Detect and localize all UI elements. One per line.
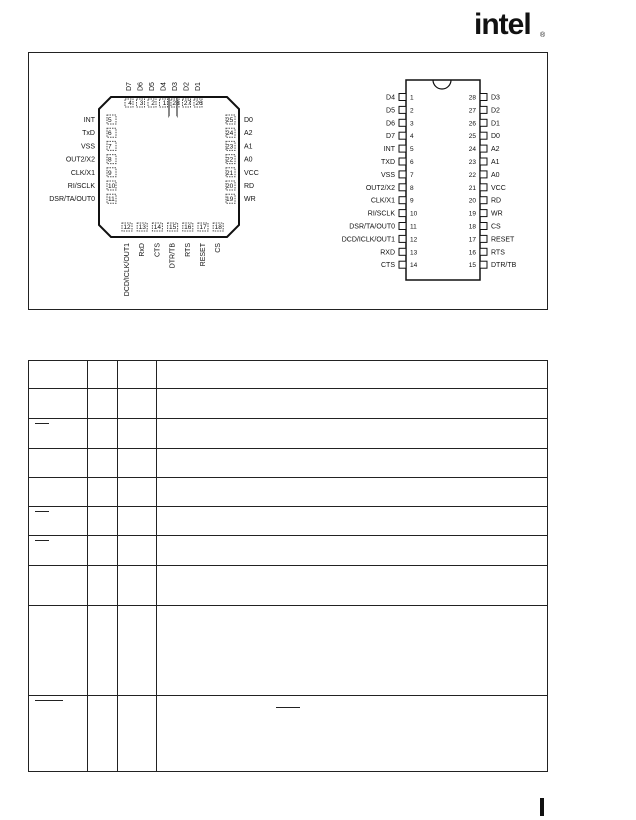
plcc-package bbox=[49, 82, 259, 296]
plcc-pin-number: 25 bbox=[226, 117, 234, 124]
plcc-pin-label: RxD bbox=[139, 243, 147, 257]
plcc-pin-label: A0 bbox=[244, 156, 253, 164]
plcc-pin-label: CTS bbox=[154, 243, 162, 257]
plcc-pin-number: 9 bbox=[108, 169, 112, 177]
pinout-figure bbox=[28, 52, 548, 310]
dip-pin bbox=[480, 235, 487, 242]
dip-pin bbox=[399, 132, 406, 139]
dip-pin-number: 6 bbox=[410, 159, 414, 166]
dip-pin-number: 22 bbox=[468, 171, 476, 179]
dip-pin bbox=[399, 248, 406, 255]
dip-pin bbox=[480, 145, 487, 152]
page-marker bbox=[540, 798, 544, 816]
plcc-pin-label: DSR/TA/OUT0 bbox=[49, 196, 95, 204]
plcc-pin-number: 21 bbox=[226, 169, 234, 177]
dip-pin-number: 14 bbox=[410, 262, 418, 270]
dip-pin-label: D4 bbox=[386, 94, 395, 102]
overline-mark bbox=[35, 700, 63, 701]
dip-pin bbox=[399, 184, 406, 191]
dip-pin bbox=[480, 197, 487, 204]
plcc-pin-number: 11 bbox=[108, 196, 115, 204]
plcc-pin-label: RI/SCLK bbox=[67, 183, 95, 190]
dip-pin bbox=[399, 223, 406, 230]
plcc-pin-label: RTS bbox=[184, 243, 192, 257]
dip-pin-label: DSR/TA/OUT0 bbox=[349, 223, 395, 231]
column-divider bbox=[156, 361, 157, 771]
dip-pin-label: DCD/ICLK/OUT1 bbox=[341, 236, 395, 244]
dip-pin-number: 10 bbox=[410, 210, 418, 218]
dip-pin bbox=[480, 184, 487, 191]
plcc-pin-label: CLK/X1 bbox=[70, 169, 95, 177]
table-row bbox=[29, 535, 547, 536]
dip-pin-label: RI/SCLK bbox=[367, 210, 395, 218]
dip-pin-label: INT bbox=[383, 146, 395, 154]
dip-pin-label: D6 bbox=[386, 120, 395, 128]
dip-pin-label: D0 bbox=[491, 133, 500, 141]
table-row bbox=[29, 418, 547, 419]
dip-package bbox=[342, 80, 517, 280]
plcc-pin-number: 2 bbox=[151, 100, 155, 107]
dip-pin bbox=[480, 94, 487, 101]
dip-pin bbox=[399, 210, 406, 217]
dip-pin-number: 16 bbox=[468, 249, 476, 257]
dip-pin-number: 13 bbox=[410, 249, 418, 257]
table-row bbox=[29, 565, 547, 566]
dip-pin-label: D2 bbox=[491, 107, 500, 115]
plcc-pin-label: D5 bbox=[149, 82, 156, 91]
plcc-pin-label: A2 bbox=[244, 130, 253, 138]
plcc-pin-label: D2 bbox=[183, 82, 191, 91]
dip-pin-number: 21 bbox=[468, 184, 476, 192]
table-row bbox=[29, 605, 547, 606]
pin-description-table bbox=[28, 360, 548, 772]
plcc-pin-number: 10 bbox=[108, 183, 116, 190]
dip-pin-number: 26 bbox=[468, 120, 476, 128]
table-row bbox=[29, 448, 547, 449]
plcc-pin-number: 16 bbox=[184, 224, 192, 231]
plcc-pin-label: DTR/TB bbox=[169, 243, 177, 269]
dip-pin bbox=[480, 261, 487, 268]
plcc-pin-number: 12 bbox=[123, 224, 131, 231]
plcc-pin-number: 23 bbox=[226, 143, 234, 151]
dip-pin-number: 20 bbox=[468, 197, 476, 205]
dip-pin-number: 12 bbox=[410, 236, 418, 244]
dip-pin-label: OUT2/X2 bbox=[365, 184, 395, 192]
plcc-pin-label: INT bbox=[83, 117, 95, 124]
dip-pin bbox=[399, 197, 406, 204]
dip-pin-label: RXD bbox=[380, 249, 395, 257]
dip-pin-label: CTS bbox=[381, 262, 395, 270]
plcc-pin-label: DCD/ICLK/OUT1 bbox=[124, 243, 131, 297]
dip-pin-number: 23 bbox=[468, 159, 476, 166]
plcc-pin-number: 7 bbox=[108, 143, 112, 151]
table-row bbox=[29, 506, 547, 507]
dip-pin bbox=[480, 158, 487, 165]
dip-pin-label: CLK/X1 bbox=[370, 197, 395, 205]
plcc-pin-number: 26 bbox=[195, 100, 203, 107]
overline-mark bbox=[35, 540, 49, 541]
dip-pin bbox=[480, 119, 487, 126]
registered-mark: ® bbox=[540, 32, 546, 39]
dip-pin bbox=[399, 158, 406, 165]
plcc-pin-number: 6 bbox=[108, 130, 112, 138]
dip-pin-number: 5 bbox=[410, 146, 414, 154]
dip-pin bbox=[480, 171, 487, 178]
dip-pin-label: A2 bbox=[491, 146, 500, 154]
dip-pin-number: 25 bbox=[468, 133, 476, 141]
plcc-pin-number: 14 bbox=[153, 224, 162, 231]
plcc-pin-number: 5 bbox=[108, 117, 112, 124]
dip-pin-label: CS bbox=[491, 223, 501, 231]
dip-pin-label: D1 bbox=[491, 120, 500, 128]
plcc-pin-number: 19 bbox=[226, 196, 234, 204]
dip-pin-number: 2 bbox=[410, 107, 414, 115]
plcc-pin-number: 27 bbox=[183, 100, 192, 107]
dip-pin-label: D5 bbox=[386, 107, 395, 115]
dip-pin bbox=[399, 94, 406, 101]
dip-pin bbox=[399, 106, 406, 113]
plcc-pin-label: D1 bbox=[195, 82, 202, 91]
dip-pin bbox=[399, 261, 406, 268]
plcc-pin-number: 28 bbox=[172, 100, 180, 107]
dip-pin-number: 11 bbox=[410, 223, 417, 231]
plcc-pin-label: D4 bbox=[160, 82, 168, 91]
dip-pin bbox=[399, 171, 406, 178]
plcc-pin-label: WR bbox=[244, 196, 256, 204]
plcc-pin-number: 4 bbox=[128, 100, 132, 107]
plcc-pin-label: RESET bbox=[200, 243, 207, 267]
dip-pin bbox=[480, 106, 487, 113]
dip-pin bbox=[399, 119, 406, 126]
dip-pin-number: 18 bbox=[468, 223, 476, 231]
dip-pin-label: VSS bbox=[380, 171, 395, 179]
plcc-pin-number: 8 bbox=[108, 156, 112, 164]
plcc-pin-label: CS bbox=[215, 243, 223, 253]
dip-pin-label: DTR/TB bbox=[491, 262, 517, 270]
plcc-pin-number: 24 bbox=[226, 130, 234, 138]
plcc-pin-label: D7 bbox=[126, 82, 133, 91]
dip-pin-label: WR bbox=[491, 210, 503, 218]
dip-pin-number: 27 bbox=[468, 107, 476, 115]
dip-pin-number: 8 bbox=[410, 184, 414, 192]
dip-pin-label: RD bbox=[491, 197, 502, 205]
plcc-pin-number: 18 bbox=[214, 224, 222, 231]
plcc-pin-label: TxD bbox=[82, 130, 95, 138]
dip-pin-label: VCC bbox=[491, 184, 506, 192]
overline-mark bbox=[35, 423, 49, 424]
dip-pin-label: RESET bbox=[491, 236, 515, 244]
plcc-pin-label: A1 bbox=[244, 143, 253, 151]
dip-pin-number: 24 bbox=[468, 146, 476, 154]
dip-pin bbox=[399, 145, 406, 152]
plcc-pin-label: RD bbox=[244, 183, 255, 190]
plcc-pin-number: 15 bbox=[168, 224, 177, 231]
table-row bbox=[29, 695, 547, 696]
overline-mark bbox=[276, 707, 300, 708]
plcc-pin-number: 20 bbox=[226, 183, 234, 190]
dip-pin-number: 7 bbox=[410, 171, 414, 179]
dip-pin-label: A0 bbox=[491, 171, 500, 179]
intel-logo bbox=[474, 8, 554, 48]
dip-pin bbox=[480, 210, 487, 217]
table-row bbox=[29, 388, 547, 389]
plcc-pin-number: 22 bbox=[226, 156, 234, 164]
plcc-pin-label: OUT2/X2 bbox=[65, 156, 95, 164]
dip-pin bbox=[480, 223, 487, 230]
dip-pin-number: 28 bbox=[468, 94, 476, 102]
dip-pin-number: 4 bbox=[410, 133, 414, 141]
table-row bbox=[29, 477, 547, 478]
plcc-pin-label: VCC bbox=[244, 169, 259, 177]
dip-pin-label: A1 bbox=[491, 159, 500, 166]
dip-pin-label: D7 bbox=[386, 133, 395, 141]
dip-pin-number: 3 bbox=[410, 120, 414, 128]
column-divider bbox=[87, 361, 88, 771]
plcc-pin-number: 17 bbox=[199, 224, 207, 231]
dip-pin-number: 19 bbox=[468, 210, 476, 218]
dip-pin-number: 15 bbox=[468, 262, 476, 270]
plcc-pin-label: D0 bbox=[244, 117, 253, 124]
dip-pin bbox=[399, 235, 406, 242]
plcc-pin-label: D3 bbox=[172, 82, 179, 91]
plcc-pin-label: VSS bbox=[80, 143, 95, 151]
overline-mark bbox=[35, 511, 49, 512]
plcc-pin-number: 3 bbox=[139, 100, 144, 107]
dip-pin-number: 9 bbox=[410, 197, 414, 205]
dip-pin bbox=[480, 132, 487, 139]
plcc-pin-label: D6 bbox=[137, 82, 145, 91]
column-divider bbox=[117, 361, 118, 771]
dip-pin-label: D3 bbox=[491, 94, 500, 102]
plcc-pin-number: 13 bbox=[138, 224, 146, 231]
dip-pin-label: RTS bbox=[491, 249, 505, 257]
logo-wordmark: intel bbox=[474, 8, 531, 41]
dip-pin-number: 17 bbox=[468, 236, 476, 244]
dip-pin bbox=[480, 248, 487, 255]
dip-pin-number: 1 bbox=[410, 94, 414, 102]
dip-pin-label: TXD bbox=[381, 159, 395, 166]
plcc-pin-number: 1 bbox=[162, 100, 167, 107]
